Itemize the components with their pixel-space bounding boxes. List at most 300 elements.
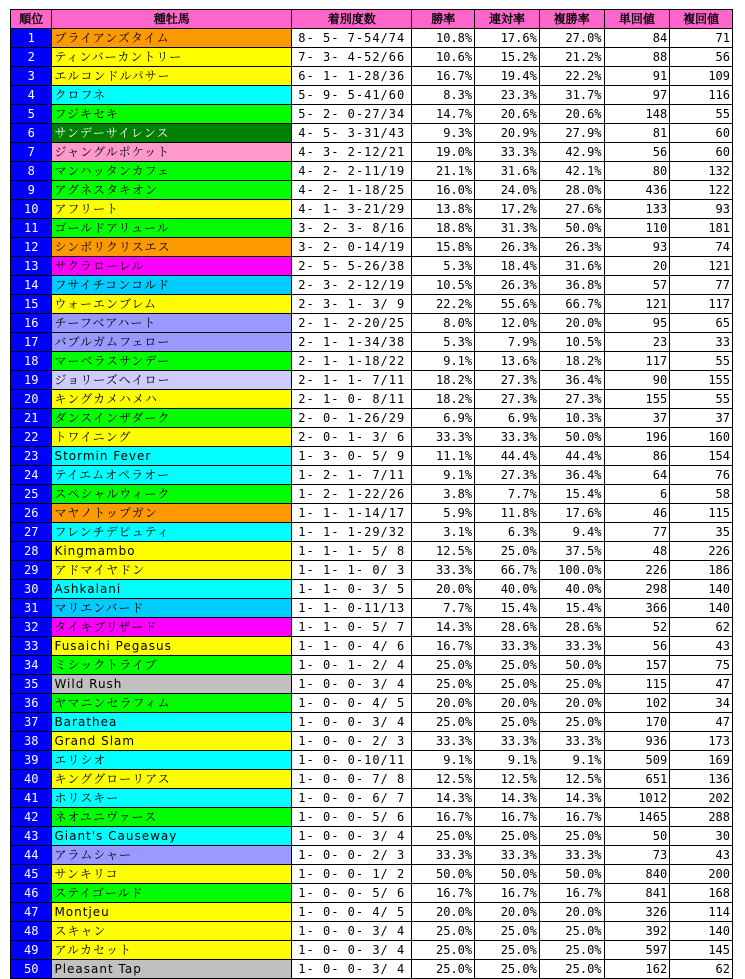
top3-rate-cell: 25.0% [539, 960, 604, 979]
sire-name-cell: フジキセキ [52, 105, 292, 124]
rank-cell: 18 [11, 352, 52, 371]
rank-cell: 32 [11, 618, 52, 637]
win-roi-cell: 80 [604, 162, 670, 181]
sire-name-cell: キングカメハメハ [52, 390, 292, 409]
top3-rate-cell: 15.4% [539, 485, 604, 504]
sire-name-cell: Montjeu [52, 903, 292, 922]
win-roi-cell: 841 [604, 884, 670, 903]
win-rate-cell: 25.0% [412, 960, 475, 979]
place-roi-cell: 116 [670, 86, 733, 105]
rank-cell: 22 [11, 428, 52, 447]
win-roi-cell: 102 [604, 694, 670, 713]
record-cell: 1- 0- 0- 3/ 4 [292, 960, 412, 979]
record-cell: 1- 1- 1-29/32 [292, 523, 412, 542]
table-row [11, 504, 733, 523]
win-roi-cell: 64 [604, 466, 670, 485]
top3-rate-cell: 10.5% [539, 333, 604, 352]
rank-cell: 49 [11, 941, 52, 960]
table-row [11, 257, 733, 276]
win-roi-cell: 88 [604, 48, 670, 67]
top3-rate-cell: 20.0% [539, 314, 604, 333]
top3-rate-cell: 20.6% [539, 105, 604, 124]
record-cell: 1- 0- 0- 2/ 3 [292, 732, 412, 751]
win-roi-cell: 56 [604, 637, 670, 656]
place-roi-cell: 43 [670, 637, 733, 656]
record-cell: 2- 3- 2-12/19 [292, 276, 412, 295]
top3-rate-cell: 42.1% [539, 162, 604, 181]
top3-rate-cell: 31.6% [539, 257, 604, 276]
record-cell: 5- 9- 5-41/60 [292, 86, 412, 105]
top2-rate-cell: 23.3% [475, 86, 540, 105]
sire-name-cell: ネオユニヴァース [52, 808, 292, 827]
table-row [11, 618, 733, 637]
top2-rate-cell: 7.9% [475, 333, 540, 352]
top3-rate-cell: 10.3% [539, 409, 604, 428]
top3-rate-cell: 9.1% [539, 751, 604, 770]
header-row [11, 10, 733, 29]
sire-name-cell: Kingmambo [52, 542, 292, 561]
rank-cell: 17 [11, 333, 52, 352]
rank-cell: 28 [11, 542, 52, 561]
place-roi-cell: 47 [670, 675, 733, 694]
sire-name-cell: Grand Slam [52, 732, 292, 751]
table-row [11, 314, 733, 333]
rank-cell: 30 [11, 580, 52, 599]
top2-rate-cell: 27.3% [475, 466, 540, 485]
win-roi-cell: 52 [604, 618, 670, 637]
rank-cell: 43 [11, 827, 52, 846]
win-rate-cell: 33.3% [412, 561, 475, 580]
sire-name-cell: アルカセット [52, 941, 292, 960]
win-roi-cell: 162 [604, 960, 670, 979]
sire-name-cell: サクラローレル [52, 257, 292, 276]
win-roi-cell: 436 [604, 181, 670, 200]
table-row [11, 580, 733, 599]
top3-rate-cell: 25.0% [539, 827, 604, 846]
win-rate-cell: 22.2% [412, 295, 475, 314]
win-rate-cell: 21.1% [412, 162, 475, 181]
top2-rate-cell: 27.3% [475, 390, 540, 409]
table-row [11, 390, 733, 409]
place-roi-cell: 60 [670, 143, 733, 162]
place-roi-cell: 288 [670, 808, 733, 827]
top3-rate-cell: 26.3% [539, 238, 604, 257]
win-rate-cell: 10.8% [412, 29, 475, 48]
sire-name-cell: ミシックトライブ [52, 656, 292, 675]
top3-rate-cell: 40.0% [539, 580, 604, 599]
win-roi-cell: 509 [604, 751, 670, 770]
sire-name-cell: ウォーエンブレム [52, 295, 292, 314]
rank-cell: 16 [11, 314, 52, 333]
top3-rate-cell: 16.7% [539, 884, 604, 903]
record-cell: 1- 0- 0- 1/ 2 [292, 865, 412, 884]
record-cell: 2- 1- 1-18/22 [292, 352, 412, 371]
win-rate-cell: 3.8% [412, 485, 475, 504]
sire-name-cell: サンデーサイレンス [52, 124, 292, 143]
table-row [11, 238, 733, 257]
win-roi-cell: 121 [604, 295, 670, 314]
win-roi-cell: 46 [604, 504, 670, 523]
win-rate-cell: 50.0% [412, 865, 475, 884]
win-roi-cell: 326 [604, 903, 670, 922]
win-rate-cell: 8.0% [412, 314, 475, 333]
top3-rate-cell: 37.5% [539, 542, 604, 561]
win-rate-cell: 19.0% [412, 143, 475, 162]
top3-rate-cell: 25.0% [539, 941, 604, 960]
place-roi-cell: 155 [670, 371, 733, 390]
table-row [11, 827, 733, 846]
top2-rate-cell: 17.2% [475, 200, 540, 219]
sire-name-cell: マーベラスサンデー [52, 352, 292, 371]
win-roi-cell: 57 [604, 276, 670, 295]
win-rate-cell: 3.1% [412, 523, 475, 542]
top3-rate-cell: 27.9% [539, 124, 604, 143]
record-cell: 1- 0- 0- 3/ 4 [292, 713, 412, 732]
record-cell: 2- 1- 1- 7/11 [292, 371, 412, 390]
win-roi-cell: 148 [604, 105, 670, 124]
sire-name-cell: バブルガムフェロー [52, 333, 292, 352]
win-roi-cell: 20 [604, 257, 670, 276]
table-row [11, 200, 733, 219]
win-roi-cell: 170 [604, 713, 670, 732]
top2-rate-cell: 33.3% [475, 846, 540, 865]
win-rate-cell: 5.3% [412, 333, 475, 352]
sire-name-cell: キンググローリアス [52, 770, 292, 789]
win-rate-cell: 20.0% [412, 903, 475, 922]
top3-rate-cell: 27.3% [539, 390, 604, 409]
top2-rate-cell: 15.2% [475, 48, 540, 67]
top2-rate-cell: 25.0% [475, 656, 540, 675]
table-row [11, 447, 733, 466]
win-roi-cell: 37 [604, 409, 670, 428]
win-rate-cell: 10.5% [412, 276, 475, 295]
table-row [11, 466, 733, 485]
table-row [11, 124, 733, 143]
win-roi-cell: 86 [604, 447, 670, 466]
win-roi-cell: 651 [604, 770, 670, 789]
sire-name-cell: Barathea [52, 713, 292, 732]
sire-name-cell: Giant's Causeway [52, 827, 292, 846]
top2-rate-cell: 28.6% [475, 618, 540, 637]
table-row [11, 732, 733, 751]
top2-rate-cell: 20.0% [475, 694, 540, 713]
table-row [11, 884, 733, 903]
win-rate-cell: 14.3% [412, 618, 475, 637]
win-rate-cell: 5.3% [412, 257, 475, 276]
top2-rate-cell: 12.0% [475, 314, 540, 333]
sire-name-cell: アドマイヤドン [52, 561, 292, 580]
header-sire: 種牡馬 [52, 10, 292, 29]
sire-name-cell: アラムシャー [52, 846, 292, 865]
record-cell: 1- 0- 0- 3/ 4 [292, 675, 412, 694]
top3-rate-cell: 44.4% [539, 447, 604, 466]
sire-name-cell: サンキリコ [52, 865, 292, 884]
table-row [11, 656, 733, 675]
rank-cell: 41 [11, 789, 52, 808]
record-cell: 2- 1- 1-34/38 [292, 333, 412, 352]
sire-stats-table [10, 9, 733, 979]
place-roi-cell: 71 [670, 29, 733, 48]
rank-cell: 45 [11, 865, 52, 884]
rank-cell: 29 [11, 561, 52, 580]
record-cell: 1- 1- 0- 4/ 6 [292, 637, 412, 656]
win-roi-cell: 23 [604, 333, 670, 352]
place-roi-cell: 145 [670, 941, 733, 960]
rank-cell: 9 [11, 181, 52, 200]
win-roi-cell: 81 [604, 124, 670, 143]
record-cell: 1- 1- 0- 5/ 7 [292, 618, 412, 637]
table-row [11, 903, 733, 922]
top2-rate-cell: 33.3% [475, 428, 540, 447]
win-roi-cell: 56 [604, 143, 670, 162]
record-cell: 4- 3- 2-12/21 [292, 143, 412, 162]
rank-cell: 10 [11, 200, 52, 219]
table-row [11, 523, 733, 542]
win-rate-cell: 7.7% [412, 599, 475, 618]
win-rate-cell: 16.7% [412, 808, 475, 827]
top2-rate-cell: 16.7% [475, 808, 540, 827]
record-cell: 6- 1- 1-28/36 [292, 67, 412, 86]
win-roi-cell: 90 [604, 371, 670, 390]
win-rate-cell: 20.0% [412, 580, 475, 599]
win-roi-cell: 157 [604, 656, 670, 675]
rank-cell: 26 [11, 504, 52, 523]
top2-rate-cell: 15.4% [475, 599, 540, 618]
place-roi-cell: 35 [670, 523, 733, 542]
table-row [11, 922, 733, 941]
table-row [11, 409, 733, 428]
record-cell: 2- 5- 5-26/38 [292, 257, 412, 276]
top3-rate-cell: 36.8% [539, 276, 604, 295]
table-row [11, 105, 733, 124]
place-roi-cell: 160 [670, 428, 733, 447]
win-roi-cell: 48 [604, 542, 670, 561]
win-rate-cell: 20.0% [412, 694, 475, 713]
win-roi-cell: 117 [604, 352, 670, 371]
top3-rate-cell: 16.7% [539, 808, 604, 827]
top2-rate-cell: 31.3% [475, 219, 540, 238]
win-rate-cell: 25.0% [412, 713, 475, 732]
record-cell: 1- 1- 1-14/17 [292, 504, 412, 523]
rank-cell: 23 [11, 447, 52, 466]
record-cell: 2- 0- 1-26/29 [292, 409, 412, 428]
top3-rate-cell: 20.0% [539, 694, 604, 713]
win-rate-cell: 18.8% [412, 219, 475, 238]
table-row [11, 295, 733, 314]
table-body [11, 29, 733, 979]
record-cell: 4- 1- 3-21/29 [292, 200, 412, 219]
top3-rate-cell: 33.3% [539, 637, 604, 656]
win-rate-cell: 9.1% [412, 466, 475, 485]
table-row [11, 428, 733, 447]
table-row [11, 675, 733, 694]
record-cell: 1- 1- 1- 0/ 3 [292, 561, 412, 580]
rank-cell: 12 [11, 238, 52, 257]
win-rate-cell: 16.0% [412, 181, 475, 200]
place-roi-cell: 140 [670, 922, 733, 941]
top3-rate-cell: 14.3% [539, 789, 604, 808]
win-rate-cell: 6.9% [412, 409, 475, 428]
rank-cell: 3 [11, 67, 52, 86]
record-cell: 1- 0- 0- 5/ 6 [292, 884, 412, 903]
win-rate-cell: 33.3% [412, 732, 475, 751]
table-row [11, 352, 733, 371]
top2-rate-cell: 20.0% [475, 903, 540, 922]
win-roi-cell: 50 [604, 827, 670, 846]
sire-name-cell: テイエムオペラオー [52, 466, 292, 485]
place-roi-cell: 62 [670, 618, 733, 637]
table-row [11, 162, 733, 181]
record-cell: 5- 2- 0-27/34 [292, 105, 412, 124]
place-roi-cell: 77 [670, 276, 733, 295]
top3-rate-cell: 28.0% [539, 181, 604, 200]
record-cell: 1- 0- 0- 4/ 5 [292, 694, 412, 713]
top3-rate-cell: 15.4% [539, 599, 604, 618]
table-row [11, 694, 733, 713]
sire-name-cell: Pleasant Tap [52, 960, 292, 979]
sire-name-cell: マリエンバード [52, 599, 292, 618]
win-roi-cell: 93 [604, 238, 670, 257]
win-rate-cell: 25.0% [412, 827, 475, 846]
win-rate-cell: 25.0% [412, 675, 475, 694]
top2-rate-cell: 7.7% [475, 485, 540, 504]
place-roi-cell: 55 [670, 390, 733, 409]
header-rank: 順位 [11, 10, 52, 29]
record-cell: 3- 2- 0-14/19 [292, 238, 412, 257]
win-roi-cell: 1465 [604, 808, 670, 827]
win-rate-cell: 9.1% [412, 352, 475, 371]
sire-name-cell: ジャングルポケット [52, 143, 292, 162]
rank-cell: 5 [11, 105, 52, 124]
place-roi-cell: 186 [670, 561, 733, 580]
table-row [11, 485, 733, 504]
win-roi-cell: 1012 [604, 789, 670, 808]
top3-rate-cell: 25.0% [539, 713, 604, 732]
table-row [11, 941, 733, 960]
place-roi-cell: 75 [670, 656, 733, 675]
rank-cell: 44 [11, 846, 52, 865]
table-row [11, 960, 733, 979]
rank-cell: 1 [11, 29, 52, 48]
top3-rate-cell: 18.2% [539, 352, 604, 371]
win-rate-cell: 18.2% [412, 390, 475, 409]
record-cell: 4- 5- 3-31/43 [292, 124, 412, 143]
sire-name-cell: タイキブリザード [52, 618, 292, 637]
rank-cell: 40 [11, 770, 52, 789]
top3-rate-cell: 36.4% [539, 371, 604, 390]
sire-name-cell: Ashkalani [52, 580, 292, 599]
place-roi-cell: 109 [670, 67, 733, 86]
rank-cell: 34 [11, 656, 52, 675]
record-cell: 2- 1- 2-20/25 [292, 314, 412, 333]
rank-cell: 27 [11, 523, 52, 542]
rank-cell: 19 [11, 371, 52, 390]
top3-rate-cell: 27.6% [539, 200, 604, 219]
top3-rate-cell: 28.6% [539, 618, 604, 637]
win-roi-cell: 936 [604, 732, 670, 751]
top2-rate-cell: 55.6% [475, 295, 540, 314]
place-roi-cell: 55 [670, 105, 733, 124]
rank-cell: 13 [11, 257, 52, 276]
header-win-roi: 単回値 [604, 10, 670, 29]
win-roi-cell: 6 [604, 485, 670, 504]
top2-rate-cell: 9.1% [475, 751, 540, 770]
top2-rate-cell: 11.8% [475, 504, 540, 523]
table-row [11, 371, 733, 390]
record-cell: 1- 0- 0-10/11 [292, 751, 412, 770]
win-roi-cell: 840 [604, 865, 670, 884]
rank-cell: 21 [11, 409, 52, 428]
top3-rate-cell: 25.0% [539, 675, 604, 694]
top3-rate-cell: 33.3% [539, 732, 604, 751]
top2-rate-cell: 6.3% [475, 523, 540, 542]
record-cell: 1- 0- 0- 3/ 4 [292, 827, 412, 846]
top2-rate-cell: 33.3% [475, 143, 540, 162]
top2-rate-cell: 13.6% [475, 352, 540, 371]
sire-name-cell: Fusaichi Pegasus [52, 637, 292, 656]
top3-rate-cell: 36.4% [539, 466, 604, 485]
record-cell: 2- 1- 0- 8/11 [292, 390, 412, 409]
win-rate-cell: 12.5% [412, 770, 475, 789]
rank-cell: 37 [11, 713, 52, 732]
win-rate-cell: 8.3% [412, 86, 475, 105]
place-roi-cell: 65 [670, 314, 733, 333]
table-row [11, 276, 733, 295]
table-row [11, 751, 733, 770]
top2-rate-cell: 17.6% [475, 29, 540, 48]
win-rate-cell: 33.3% [412, 846, 475, 865]
win-rate-cell: 16.7% [412, 67, 475, 86]
record-cell: 2- 0- 1- 3/ 6 [292, 428, 412, 447]
sire-name-cell: トワイニング [52, 428, 292, 447]
top2-rate-cell: 27.3% [475, 371, 540, 390]
top3-rate-cell: 42.9% [539, 143, 604, 162]
sire-name-cell: フサイチコンコルド [52, 276, 292, 295]
win-roi-cell: 392 [604, 922, 670, 941]
record-cell: 1- 3- 0- 5/ 9 [292, 447, 412, 466]
win-rate-cell: 25.0% [412, 656, 475, 675]
table-row [11, 808, 733, 827]
sire-name-cell: ヤマニンセラフィム [52, 694, 292, 713]
header-win-rate: 勝率 [412, 10, 475, 29]
top2-rate-cell: 25.0% [475, 827, 540, 846]
rank-cell: 46 [11, 884, 52, 903]
top2-rate-cell: 24.0% [475, 181, 540, 200]
top3-rate-cell: 31.7% [539, 86, 604, 105]
sire-name-cell: エリシオ [52, 751, 292, 770]
header-record: 着別度数 [292, 10, 412, 29]
record-cell: 1- 0- 1- 2/ 4 [292, 656, 412, 675]
win-rate-cell: 13.8% [412, 200, 475, 219]
place-roi-cell: 140 [670, 599, 733, 618]
sire-name-cell: スキャン [52, 922, 292, 941]
win-rate-cell: 18.2% [412, 371, 475, 390]
top2-rate-cell: 14.3% [475, 789, 540, 808]
top2-rate-cell: 66.7% [475, 561, 540, 580]
sire-name-cell: Stormin Fever [52, 447, 292, 466]
sire-name-cell: ホリスキー [52, 789, 292, 808]
rank-cell: 14 [11, 276, 52, 295]
place-roi-cell: 226 [670, 542, 733, 561]
sire-name-cell: クロフネ [52, 86, 292, 105]
header-place-roi: 複回値 [670, 10, 733, 29]
place-roi-cell: 74 [670, 238, 733, 257]
top3-rate-cell: 17.6% [539, 504, 604, 523]
record-cell: 1- 2- 1-22/26 [292, 485, 412, 504]
record-cell: 4- 2- 2-11/19 [292, 162, 412, 181]
place-roi-cell: 60 [670, 124, 733, 143]
header-top3-rate: 複勝率 [539, 10, 604, 29]
